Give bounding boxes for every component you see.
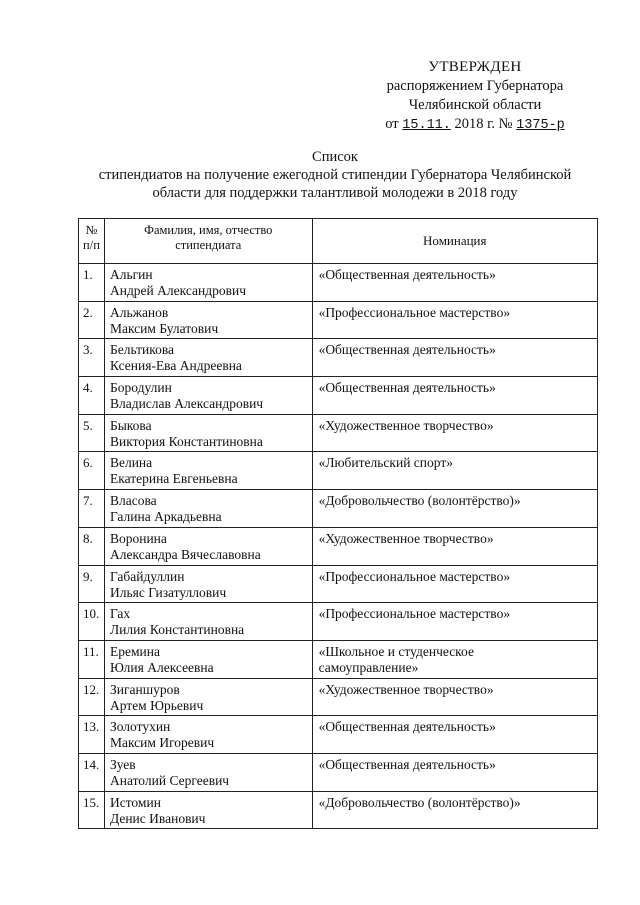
table-row bbox=[79, 264, 598, 302]
table-row bbox=[79, 603, 598, 641]
table-row bbox=[79, 301, 598, 339]
row-surname: Бельтикова bbox=[109, 342, 175, 358]
row-given-names: Александра Вячеславовна bbox=[109, 546, 261, 562]
table-body bbox=[79, 264, 598, 829]
row-number: 15. bbox=[79, 791, 105, 829]
row-nomination-text: «Общественная деятельность» bbox=[318, 380, 496, 396]
row-fullname bbox=[104, 414, 312, 452]
row-fullname bbox=[104, 603, 312, 641]
row-nomination bbox=[312, 301, 597, 339]
approval-line-1: распоряжением Губернатора bbox=[386, 78, 564, 94]
row-given-names: Лилия Константиновна bbox=[109, 622, 245, 638]
approval-date: 15.11. bbox=[402, 118, 451, 133]
row-given-names: Артем Юрьевич bbox=[109, 697, 204, 713]
row-nomination-text: «Школьное и студенческое bbox=[318, 643, 474, 659]
row-fullname bbox=[104, 452, 312, 490]
row-fullname bbox=[104, 753, 312, 791]
title-line-2: стипендиатов на получение ежегодной стипендии Губернатора Челябинской bbox=[98, 167, 572, 183]
row-given-names: Максим Булатович bbox=[109, 320, 219, 336]
row-surname: Воронина bbox=[109, 530, 167, 546]
row-nomination-text: «Общественная деятельность» bbox=[318, 342, 496, 358]
row-nomination bbox=[312, 264, 597, 302]
approval-number: 1375-р bbox=[516, 118, 565, 133]
row-nomination bbox=[312, 452, 597, 490]
row-nomination-text: «Профессиональное мастерство» bbox=[318, 568, 511, 584]
row-surname: Истомин bbox=[109, 794, 161, 810]
title-line-1: Список bbox=[312, 149, 358, 165]
row-nomination-text: «Профессиональное мастерство» bbox=[318, 304, 511, 320]
table-row bbox=[79, 791, 598, 829]
row-fullname bbox=[104, 527, 312, 565]
row-fullname bbox=[104, 640, 312, 678]
row-number: 6. bbox=[79, 452, 105, 490]
row-fullname bbox=[104, 490, 312, 528]
row-number: 5. bbox=[79, 414, 105, 452]
table-row bbox=[79, 490, 598, 528]
row-nomination bbox=[312, 603, 597, 641]
row-nomination-text: «Добровольчество (волонтёрство)» bbox=[318, 493, 521, 509]
row-nomination-text: «Общественная деятельность» bbox=[318, 756, 496, 772]
header-nomination: Номинация bbox=[312, 219, 597, 264]
row-nomination bbox=[312, 565, 597, 603]
row-given-names: Максим Игоревич bbox=[109, 735, 215, 751]
row-given-names: Виктория Константиновна bbox=[109, 433, 263, 449]
row-nomination bbox=[312, 490, 597, 528]
row-nomination-text: «Общественная деятельность» bbox=[318, 719, 496, 735]
document-title bbox=[70, 148, 600, 202]
row-surname: Еремина bbox=[109, 643, 160, 659]
row-number: 7. bbox=[79, 490, 105, 528]
row-fullname bbox=[104, 377, 312, 415]
row-nomination bbox=[312, 640, 597, 678]
row-nomination bbox=[312, 716, 597, 754]
row-fullname bbox=[104, 716, 312, 754]
approval-line-2: Челябинской области bbox=[408, 97, 542, 113]
row-number: 1. bbox=[79, 264, 105, 302]
row-nomination bbox=[312, 377, 597, 415]
approval-stamp bbox=[360, 58, 590, 135]
row-nomination-text: «Общественная деятельность» bbox=[318, 267, 496, 282]
row-given-names: Владислав Александрович bbox=[109, 396, 264, 412]
row-given-names: Ильяс Гизатуллович bbox=[109, 584, 227, 600]
row-fullname bbox=[104, 565, 312, 603]
row-nomination-text: «Художественное творчество» bbox=[318, 530, 494, 546]
row-given-names: Денис Иванович bbox=[109, 810, 206, 826]
row-number: 4. bbox=[79, 377, 105, 415]
row-fullname bbox=[104, 791, 312, 829]
row-surname: Габайдуллин bbox=[109, 568, 185, 584]
table-row bbox=[79, 640, 598, 678]
table-row bbox=[79, 339, 598, 377]
approval-year: 2018 г. № bbox=[450, 116, 517, 132]
table-row bbox=[79, 377, 598, 415]
row-given-names: Анатолий Сергеевич bbox=[109, 772, 230, 788]
approval-date-line bbox=[360, 115, 590, 135]
row-surname: Велина bbox=[109, 455, 153, 471]
scholars-table bbox=[78, 218, 598, 829]
row-number: 8. bbox=[79, 527, 105, 565]
row-number: 10. bbox=[79, 603, 105, 641]
row-surname: Альжанов bbox=[109, 304, 169, 320]
table-row bbox=[79, 414, 598, 452]
row-nomination bbox=[312, 339, 597, 377]
row-given-names: Галина Аркадьевна bbox=[109, 509, 222, 525]
approval-prefix: от bbox=[385, 116, 399, 132]
row-nomination-text: «Художественное творчество» bbox=[318, 681, 494, 697]
row-surname: Альгин bbox=[109, 267, 153, 282]
row-number: 14. bbox=[79, 753, 105, 791]
row-fullname bbox=[104, 264, 312, 302]
table-row bbox=[79, 716, 598, 754]
row-nomination bbox=[312, 527, 597, 565]
table-row bbox=[79, 753, 598, 791]
table-row bbox=[79, 452, 598, 490]
row-given-names: Андрей Александрович bbox=[109, 283, 246, 298]
row-given-names: Ксения-Ева Андреевна bbox=[109, 358, 242, 374]
row-fullname bbox=[104, 301, 312, 339]
row-surname: Бородулин bbox=[109, 380, 172, 396]
row-surname: Зиганшуров bbox=[109, 681, 180, 697]
table-row bbox=[79, 527, 598, 565]
row-surname: Власова bbox=[109, 493, 157, 509]
table-row bbox=[79, 565, 598, 603]
row-surname: Гах bbox=[109, 606, 131, 622]
row-nomination bbox=[312, 678, 597, 716]
row-surname: Золотухин bbox=[109, 719, 171, 735]
row-number: 13. bbox=[79, 716, 105, 754]
approval-heading: УТВЕРЖДЕН bbox=[428, 59, 522, 75]
table-header-row bbox=[79, 219, 598, 264]
row-nomination-text: «Художественное творчество» bbox=[318, 417, 494, 433]
row-nomination bbox=[312, 414, 597, 452]
row-given-names: Юлия Алексеевна bbox=[109, 659, 214, 675]
row-fullname bbox=[104, 339, 312, 377]
row-nomination bbox=[312, 753, 597, 791]
row-number: 3. bbox=[79, 339, 105, 377]
row-fullname bbox=[104, 678, 312, 716]
row-given-names: Екатерина Евгеньевна bbox=[109, 471, 238, 487]
row-number: 2. bbox=[79, 301, 105, 339]
row-number: 9. bbox=[79, 565, 105, 603]
row-number: 11. bbox=[79, 640, 105, 678]
row-nomination-text: «Любительский спорт» bbox=[318, 455, 453, 471]
row-surname: Быкова bbox=[109, 417, 152, 433]
header-number: № п/п bbox=[79, 219, 105, 264]
header-fullname: Фамилия, имя, отчество стипендиата bbox=[104, 219, 312, 264]
row-nomination-text: «Профессиональное мастерство» bbox=[318, 606, 511, 622]
title-line-3: области для поддержки талантливой молодежи в 2018 году bbox=[152, 185, 518, 201]
row-surname: Зуев bbox=[109, 756, 136, 772]
row-nomination-text: «Добровольчество (волонтёрство)» bbox=[318, 794, 521, 810]
row-nomination bbox=[312, 791, 597, 829]
row-nomination-text-cont: самоуправление» bbox=[318, 659, 419, 675]
row-number: 12. bbox=[79, 678, 105, 716]
table-row bbox=[79, 678, 598, 716]
